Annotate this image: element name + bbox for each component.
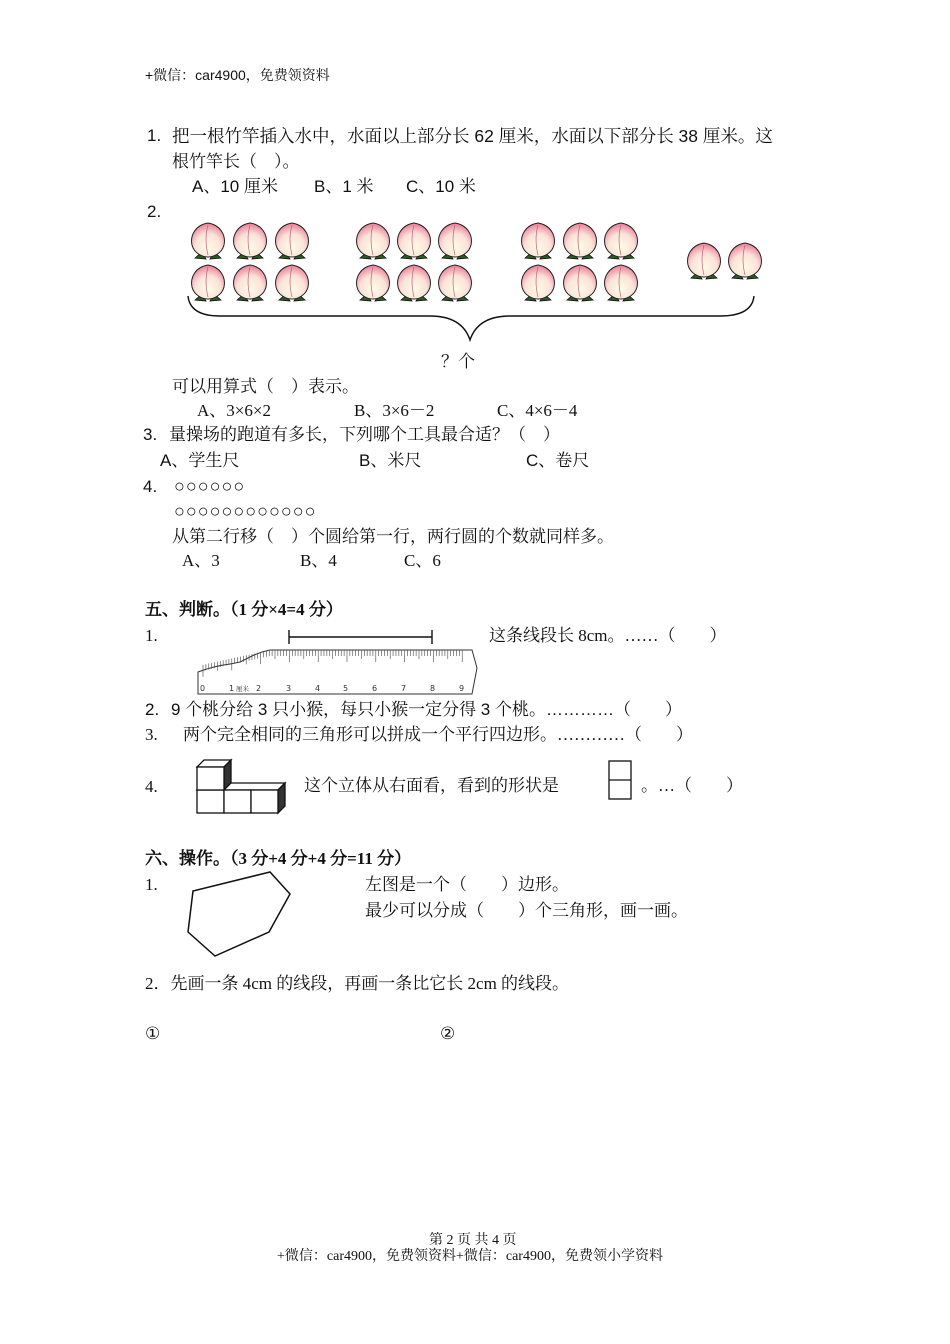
- cube-solid-figure: [192, 752, 292, 824]
- judge4-statement-after: 。…（ ）: [641, 776, 743, 795]
- judge4-statement-before: 这个立体从右面看，看到的形状是: [304, 776, 559, 795]
- ruler-label: 0: [200, 684, 206, 693]
- judge3-number: 3.: [145, 725, 158, 744]
- q3-option-b: B、米尺: [359, 451, 422, 470]
- q4-option-b: B、4: [300, 551, 337, 570]
- q4-option-a: A、3: [182, 551, 220, 570]
- q2-option-a: A、3×6×2: [197, 401, 271, 420]
- q3-option-c: C、卷尺: [526, 451, 590, 470]
- peach-group-1: [192, 223, 309, 301]
- op1-number: 1.: [145, 875, 158, 894]
- ruler-label: 8: [430, 684, 436, 693]
- q1-line2: 根竹竿长（ ）。: [172, 152, 300, 171]
- ruler-label: 4: [315, 684, 321, 693]
- hexagon-figure: [180, 864, 300, 964]
- measured-segment: [289, 630, 432, 644]
- op1-line2: 最少可以分成（ ）个三角形，画一画。: [365, 901, 688, 920]
- ruler-label: 3: [286, 684, 292, 693]
- q4-question: 从第二行移（ ）个圆给第一行，两行圆的个数就同样多。: [172, 527, 614, 546]
- judge3-statement: 两个完全相同的三角形可以拼成一个平行四边形。…………（ ）: [183, 725, 693, 744]
- q3-question: 量操场的跑道有多长，下列哪个工具最合适？（ ）: [169, 425, 560, 444]
- ruler-label: 9: [459, 684, 465, 693]
- q3-option-a: A、学生尺: [160, 451, 240, 470]
- q2-option-b: B、3×6－2: [354, 401, 435, 420]
- judge1-number: 1.: [145, 626, 158, 645]
- peach-group-extra: [688, 243, 762, 279]
- q2-option-c: C、4×6－4: [497, 401, 578, 420]
- op1-line1: 左图是一个（ ）边形。: [365, 875, 569, 894]
- q1-line1: 把一根竹竿插入水中，水面以上部分长 62 厘米，水面以下部分长 38 厘米。这: [172, 126, 773, 146]
- q2-question: 可以用算式（ ）表示。: [172, 377, 359, 396]
- op2-question: 2．先画一条 4cm 的线段，再画一条比它长 2cm 的线段。: [145, 974, 570, 993]
- ruler-figure: [190, 620, 490, 700]
- ruler-label: 5: [343, 684, 349, 693]
- header-watermark: +微信：car4900，免费领资料: [145, 67, 330, 83]
- judge1-statement: 这条线段长 8cm。……（ ）: [489, 626, 727, 645]
- ruler-label: 1: [229, 684, 235, 693]
- circle-row-1: ○○○○○○: [174, 476, 246, 496]
- peach-group-2: [357, 223, 472, 301]
- circle-row-2: ○○○○○○○○○○○○: [174, 501, 317, 521]
- judge2-number: 2.: [145, 700, 160, 719]
- ruler-label: 2: [256, 684, 262, 693]
- curly-brace: [188, 296, 754, 340]
- q3-number: 3.: [143, 425, 158, 444]
- q1-option-b: B、1 米: [314, 177, 374, 196]
- section5-title: 五、判断。（1 分×4=4 分）: [145, 600, 343, 619]
- right-view-figure: [606, 758, 636, 808]
- judge4-number: 4.: [145, 777, 158, 796]
- ruler-label: 7: [401, 684, 407, 693]
- ruler-label: 6: [372, 684, 378, 693]
- circled-two: ②: [440, 1024, 456, 1043]
- brace-label: ？个: [441, 352, 475, 371]
- peach-group-3: [522, 223, 638, 301]
- q1-option-c: C、10 米: [406, 177, 476, 196]
- page-number: 第 2 页 共 4 页: [429, 1233, 517, 1248]
- circled-one: ①: [145, 1024, 161, 1043]
- section6-title: 六、操作。（3 分+4 分+4 分=11 分）: [145, 849, 412, 868]
- q4-number: 4.: [143, 477, 158, 496]
- q1-option-a: A、10 厘米: [192, 177, 278, 196]
- footer-watermark: +微信：car4900，免费领资料+微信：car4900，免费领小学资料: [277, 1249, 663, 1264]
- q4-option-c: C、6: [404, 551, 441, 570]
- q1-number: 1.: [147, 126, 162, 145]
- ruler-label: 厘米: [236, 685, 249, 693]
- judge2-statement: 9 个桃分给 3 只小猴，每只小猴一定分得 3 个桃。…………（ ）: [171, 700, 682, 719]
- q2-number: 2.: [147, 202, 162, 221]
